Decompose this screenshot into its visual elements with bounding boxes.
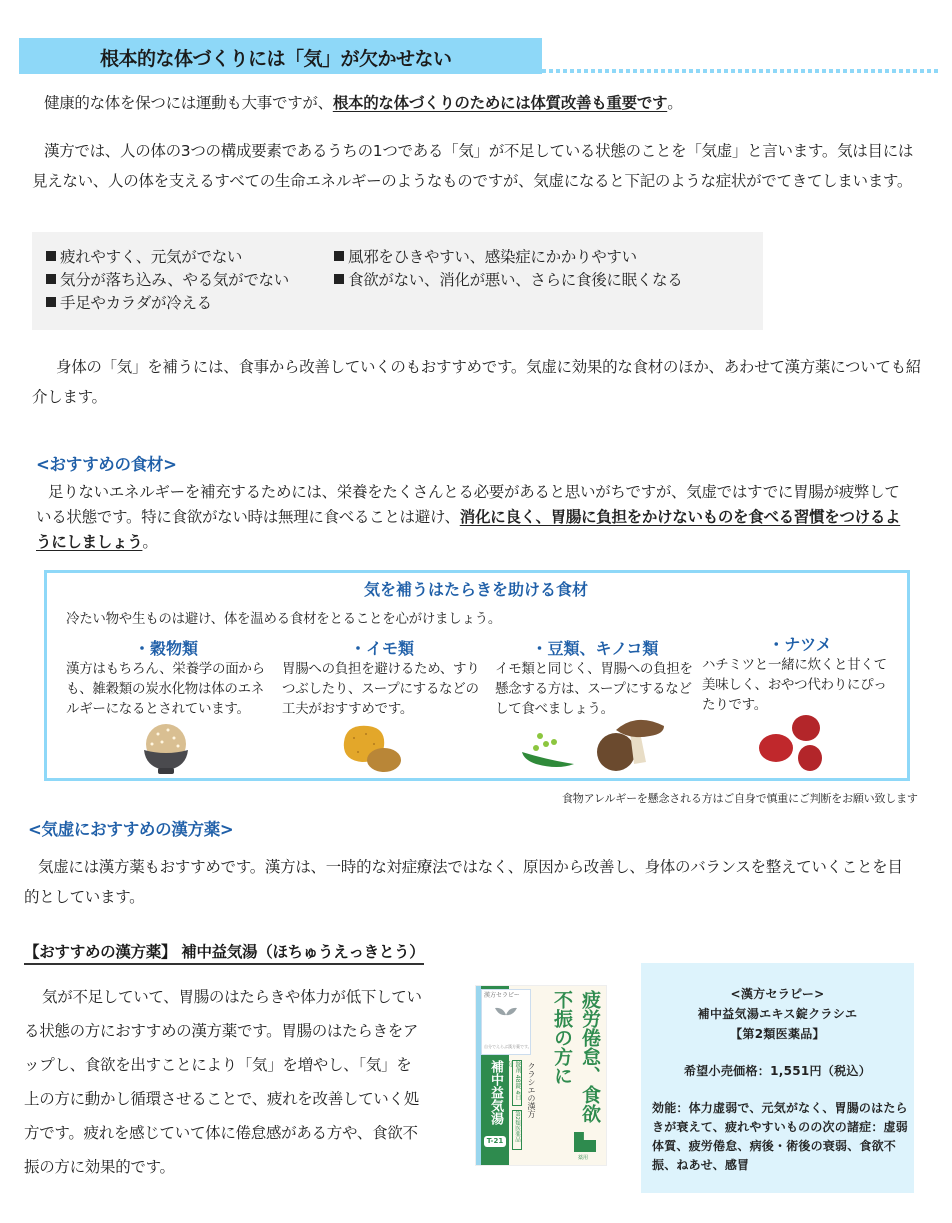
product-name: 補中益気湯エキス錠クラシエ (697, 1007, 858, 1021)
symptom-item (334, 269, 682, 292)
food-category-beans-mushrooms (495, 636, 695, 719)
food-category-potatoes (282, 636, 482, 719)
symptoms-box (32, 232, 763, 330)
jujube-icon (756, 712, 832, 774)
square-bullet-icon (334, 251, 344, 261)
beans-mushroom-icon (518, 714, 678, 774)
food-body-end: 。 (142, 533, 158, 551)
product-series: <漢方セラピー> (730, 987, 825, 1001)
kikyo-explanation: 漢方では、人の体の3つの構成要素であるうちの1つである「気」が不足している状態のことを「気虚」と言います。気は目には見えない、人の体を支えるすべての生命エネルギーのようなものですが、気虚になると下記のような症状がでてきてしまいます。 (32, 142, 914, 190)
price-value: 1,551円 (770, 1064, 822, 1078)
food-box-subtitle: 冷たい物や生ものは避け、体を温める食材をとることを心がけましょう。 (66, 611, 502, 627)
package-brand: 漢方セラピー (484, 992, 520, 999)
symptom-text: 食欲がない、消化が悪い、さらに食後に眠くなる (348, 271, 683, 289)
category-description: 漢方はもちろん、栄養学の面からも、雑穀類の炭水化物は体のエネルギーになるとされています。 (66, 661, 265, 717)
category-description: イモ類と同じく、胃腸への負担を懸念する方は、スープにするなどして食べましょう。 (495, 661, 693, 717)
symptom-item (334, 246, 637, 269)
page-title: 根本的な体づくりには「気」が欠かせない (100, 48, 452, 70)
potato-icon (340, 722, 404, 774)
recommended-medicine-body: 気が不足していて、胃腸のはたらきや体力が低下している状態の方におすすめの漢方薬です。胃腸のはたらきをアップし、食欲を出すことにより「気」を増やし、「気」を上の方に動かし循環させることで、疲れを改善していく処方です。疲れを感じていて体に倦怠感がある方や、食欲不振の方に効果的です。 (24, 988, 422, 1176)
square-bullet-icon (46, 274, 56, 284)
allergy-note: 食物アレルギーを懸念される方はご自身で慎重にご判断をお願い致します (562, 792, 918, 805)
square-bullet-icon (334, 274, 344, 284)
product-class: 【第2類医薬品】 (730, 1027, 825, 1041)
symptom-item (46, 292, 212, 315)
food-category-jujube (702, 632, 898, 715)
diet-intro: 身体の「気」を補うには、食事から改善していくのもおすすめです。気虚に効果的な食材のほか、あわせて漢方薬についても紹介します。 (32, 358, 922, 406)
rice-bowl-icon (138, 722, 194, 778)
product-package-image (475, 985, 607, 1166)
category-name: ・豆類、キノコ類 (531, 639, 659, 658)
kracie-logo-icon (574, 1132, 596, 1152)
intro-emphasis: 根本的な体づくりのためには体質改善も重要です (332, 94, 668, 112)
package-brand-tagline: 自分でえらぶ漢方薬です。 (484, 1044, 532, 1049)
food-category-grains (66, 636, 266, 719)
package-code: T-21 (484, 1136, 506, 1147)
food-body-emphasis: 消化に良く、胃腸に負担をかけないものを食べる習慣をつけるようにしましょう (36, 508, 901, 551)
symptom-item (46, 246, 242, 269)
food-section-heading: <おすすめの食材> (36, 455, 177, 474)
category-description: ハチミツと一緒に炊くと甘くて美味しく、おやつ代わりにぴったりです。 (702, 657, 887, 713)
package-class: 第2類医薬品 (512, 1110, 522, 1150)
price-label: 希望小売価格： (683, 1064, 771, 1078)
product-info-box (641, 963, 914, 1193)
category-name: ・イモ類 (349, 639, 414, 658)
symptom-text: 疲れやすく、元気がでない (60, 248, 243, 266)
category-description: 胃腸への負担を避けるため、すりつぶしたり、スープにするなどの工夫がおすすめです。 (282, 661, 480, 717)
package-slogan: 疲労倦怠、食欲不振の方に (551, 990, 601, 1123)
leaf-icon (493, 1006, 519, 1024)
square-bullet-icon (46, 251, 56, 261)
package-maker: クラシエの漢方 (527, 1062, 536, 1118)
symptom-text: 手足やカラダが冷える (60, 294, 212, 312)
category-name: ・ナツメ (768, 635, 832, 654)
recommended-medicine-heading: 【おすすめの漢方薬】 補中益気湯（ほちゅうえっきとう） (24, 940, 424, 965)
package-spec: 錠剤 48錠 4日分 (512, 1060, 522, 1106)
symptom-text: 気分が落ち込み、やる気がでない (60, 271, 289, 289)
symptom-item (46, 269, 289, 292)
product-price (641, 1062, 914, 1079)
intro-text: 健康的な体を保つには運動も大事ですが、 (44, 94, 333, 112)
intro-end: 。 (667, 94, 683, 112)
package-product-name: 補中益気湯 (488, 1060, 503, 1125)
category-name: ・穀物類 (133, 639, 198, 658)
price-tax: （税込） (821, 1064, 872, 1078)
product-efficacy: 効能：体力虚弱で、元気がなく、胃腸のはたらきが衰えて、疲れやすいものの次の諸症：虚弱体質、疲労倦怠、病後・術後の衰弱、食欲不振、ねあせ、感冒 (652, 1101, 908, 1172)
dotted-divider (542, 69, 940, 73)
food-box-title: 気を補うはたらきを助ける食材 (363, 580, 588, 599)
food-section-body (36, 480, 906, 555)
package-logo-label: 薬用 (578, 1155, 589, 1161)
symptom-text: 風邪をひきやすい、感染症にかかりやすい (348, 248, 637, 266)
square-bullet-icon (46, 297, 56, 307)
intro-paragraph (44, 88, 924, 118)
food-body-text: 足りないエネルギーを補充するためには、栄養をたくさんとる必要があると思いがちですが、気虚ではすでに胃腸が疲弊している状態です。特に食欲がない時は無理に食べることは避け、 (36, 483, 900, 526)
kampo-section-body: 気虚には漢方薬もおすすめです。漢方は、一時的な対症療法ではなく、原因から改善し、身体のバランスを整えていくことを目的としています。 (24, 858, 903, 906)
kampo-section-heading: <気虚におすすめの漢方薬> (28, 820, 234, 839)
